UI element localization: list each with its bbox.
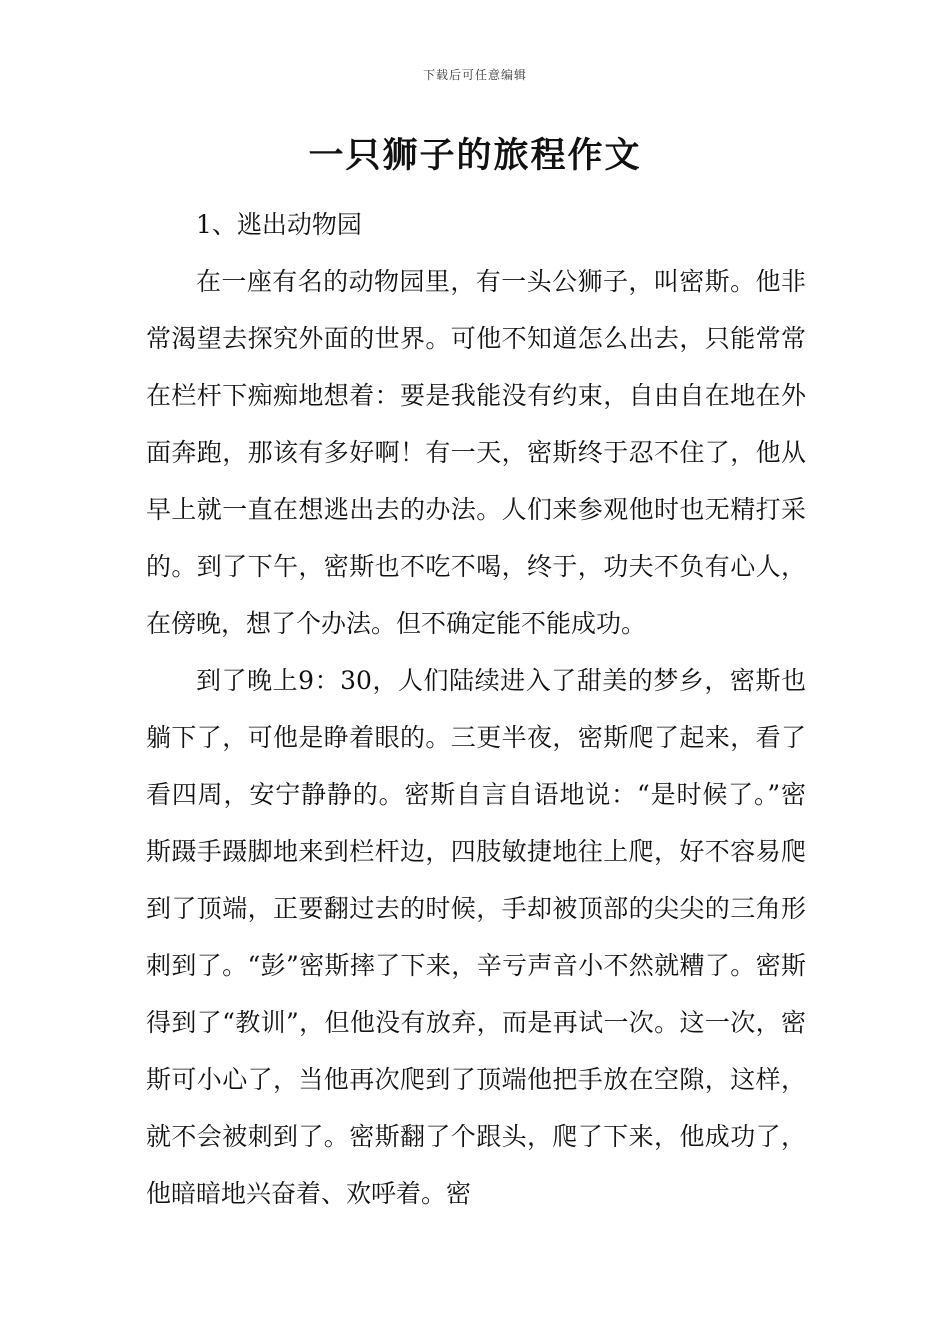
document-title: 一只狮子的旅程作文 (308, 136, 642, 176)
section-heading: 1、逃出动物园 (196, 210, 362, 239)
document-body (146, 196, 806, 1222)
paragraph-2: 到了晚上9：30，人们陆续进入了甜美的梦乡，密斯也躺下了，可他是睁着眼的。三更半夜，密斯爬了起来，看了看四周，安宁静静的。密斯自言自语地说：“是时候了。”密斯蹑手蹑脚地来到栏杆边，四肢敏捷地往上爬，好不容易爬到了顶端，正要翻过去的时候，手却被顶部的尖尖的三角形刺到了。“彭”密斯摔了下来，辛亏声音小不然就糟了。密斯得到了“教训”，但他没有放弃，而是再试一次。这一次，密斯可小心了，当他再次爬到了顶端他把手放在空隙，这样，就不会被刺到了。密斯翻了个跟头，爬了下来，他成功了，他暗暗地兴奋着、欢呼着。密 (146, 666, 806, 1208)
header-note: 下载后可任意编辑 (422, 68, 527, 82)
paragraph-1: 在一座有名的动物园里，有一头公狮子，叫密斯。他非常渴望去探究外面的世界。可他不知道怎么出去，只能常常在栏杆下痴痴地想着：要是我能没有约束，自由自在地在外面奔跑，那该有多好啊！有一天，密斯终于忍不住了，他从早上就一直在想逃出去的办法。人们来参观他时也无精打采的。到了下午，密斯也不吃不喝，终于，功夫不负有心人，在傍晚，想了个办法。但不确定能不能成功。 (146, 267, 806, 638)
